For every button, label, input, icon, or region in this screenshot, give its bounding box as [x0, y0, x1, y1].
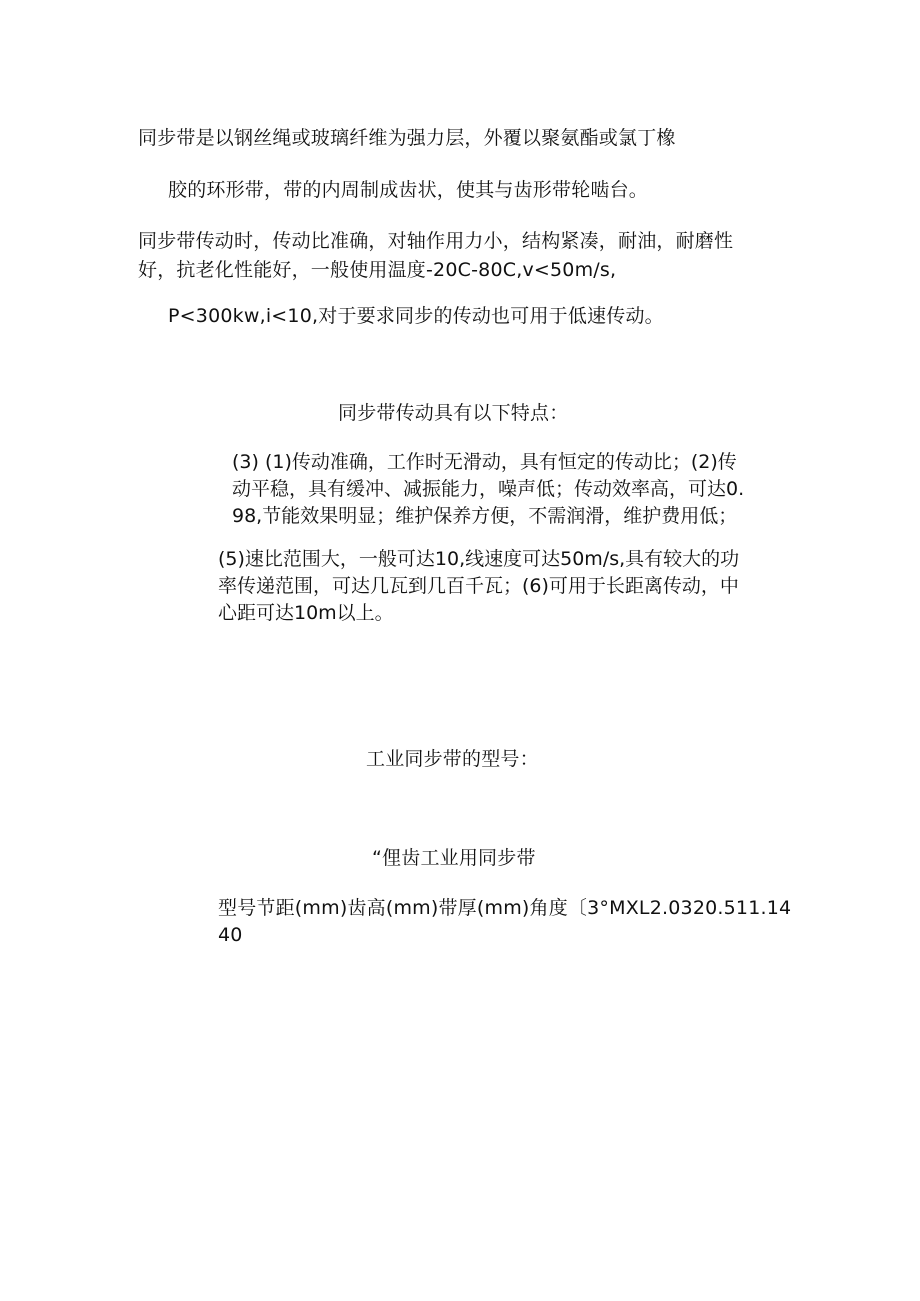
features-list-b-line: 心距可达10m以上。 — [218, 602, 394, 624]
properties-line-2: 好，抗老化性能好，一般使用温度-20C-80C,v<50m/s, — [138, 259, 617, 281]
models-heading: 工业同步带的型号： — [366, 748, 539, 770]
features-list-a — [232, 449, 744, 530]
models-spec-line-2: 40 — [218, 924, 243, 946]
features-list-b-line: 率传递范围，可达几瓦到几百千瓦；(6)可用于长距离传动，中 — [218, 575, 739, 597]
intro-line-2: 胶的环形带，带的内周制成齿状，使其与齿形带轮啮台。 — [168, 179, 649, 201]
features-list-a-line: 动平稳，具有缓冲、减振能力，噪声低；传动效率高，可达0. — [232, 478, 745, 500]
models-spec-line-1: 型号节距(mm)齿高(mm)带厚(mm)角度〔3°MXL2.0320.511.14 — [218, 897, 792, 919]
models-subheading: “俚齿工业用同步带 — [372, 847, 536, 869]
features-list-b-line: (5)速比范围大，一般可达10,线速度可达50m/s,具有较大的功 — [218, 548, 740, 570]
properties-line-3: P<300kw,i<10,对于要求同步的传动也可用于低速传动。 — [168, 305, 664, 327]
features-list-a-line: (3) (1)传动准确，工作时无滑动，具有恒定的传动比；(2)传 — [232, 451, 737, 473]
features-heading: 同步带传动具有以下特点： — [338, 402, 569, 424]
features-list-a-line: 98,节能效果明显；维护保养方便，不需润滑，维护费用低； — [232, 505, 738, 527]
properties-line-1: 同步带传动时，传动比准确，对轴作用力小，结构紧凑，耐油，耐磨性 — [138, 230, 734, 252]
intro-line-1: 同步带是以钢丝绳或玻璃纤维为强力层，外覆以聚氨酯或氯丁橡 — [138, 127, 676, 149]
features-list-b — [218, 546, 739, 627]
